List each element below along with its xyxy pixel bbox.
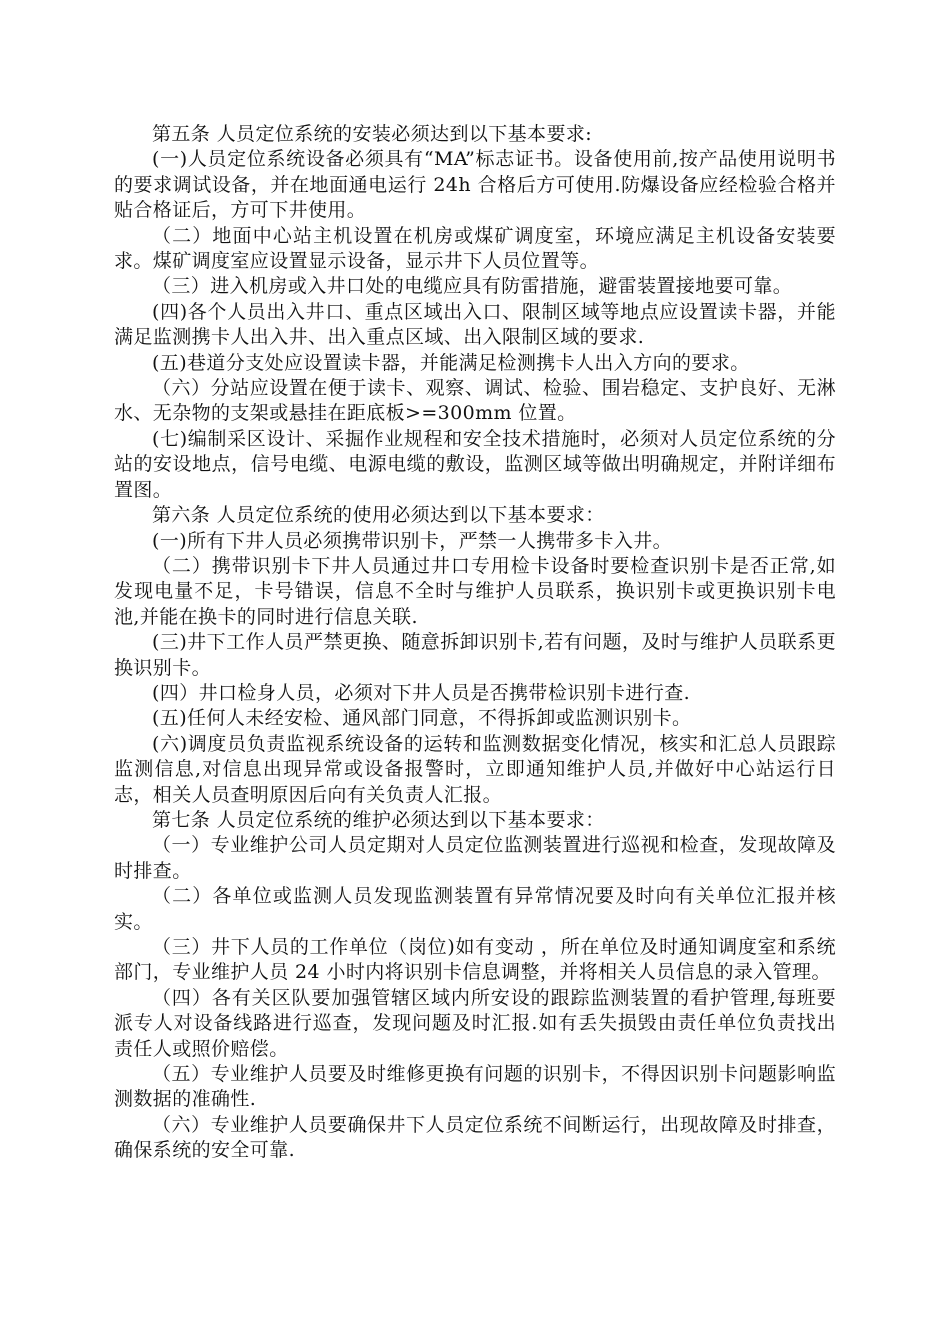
article-7-item-4: （四）各有关区队要加强管辖区域内所安设的跟踪监测装置的看护管理,每班要派专人对设备线路进行巡查，发现问题及时汇报.如有丢失损毁由责任单位负责找出责任人或照价赔偿。 <box>114 986 836 1060</box>
article-7-item-1: （一）专业维护公司人员定期对人员定位监测装置进行巡视和检查，发现故障及时排查。 <box>114 834 836 882</box>
article-5-item-4: (四)各个人员出入井口、重点区域出入口、限制区域等地点应设置读卡器，并能满足监测携卡人出入井、出入重点区域、出入限制区域的要求. <box>114 300 836 349</box>
article-6-item-4: (四）井口检身人员，必须对下井人员是否携带检识别卡进行查. <box>152 681 691 704</box>
article-7-item-5: （五）专业维护人员要及时维修更换有问题的识别卡，不得因识别卡问题影响监测数据的准确性. <box>114 1063 836 1111</box>
article-6-item-5: (五)任何人未经安检、通风部门同意，不得拆卸或监测识别卡。 <box>152 707 692 730</box>
article-7-item-2: （二）各单位或监测人员发现监测装置有异常情况要及时向有关单位汇报并核实。 <box>114 885 836 933</box>
article-5-item-2: （二）地面中心站主机设置在机房或煤矿调度室，环境应满足主机设备安装要求。煤矿调度室应设置显示设备，显示井下人员位置等。 <box>114 224 836 273</box>
article-6-item-3: (三)井下工作人员严禁更换、随意拆卸识别卡,若有问题，及时与维护人员联系更换识别卡。 <box>114 631 836 679</box>
article-5-item-3: （三）进入机房或入井口处的电缆应具有防雷措施，避雷装置接地要可靠。 <box>152 275 793 298</box>
document-body <box>114 122 836 1164</box>
article-6-heading: 第六条 人员定位系统的使用必须达到以下基本要求： <box>152 504 605 527</box>
article-7-item-3: （三）井下人员的工作单位（岗位)如有变动 ，所在单位及时通知调度室和系统部门，专业维护人员 24 小时内将识别卡信息调整，并将相关人员信息的录入管理。 <box>114 936 836 984</box>
article-5-item-6: （六）分站应设置在便于读卡、观察、调试、检验、围岩稳定、支护良好、无淋水、无杂物的支架或悬挂在距底板>=300mm 位置。 <box>114 377 836 425</box>
article-5-item-7: (七)编制采区设计、采掘作业规程和安全技术措施时，必须对人员定位系统的分站的安设地点，信号电缆、电源电缆的敷设，监测区域等做出明确规定，并附详细布置图。 <box>114 427 836 501</box>
article-7-heading: 第七条 人员定位系统的维护必须达到以下基本要求： <box>152 808 605 831</box>
article-5-item-5: (五)巷道分支处应设置读卡器，并能满足检测携卡人出入方向的要求。 <box>152 351 750 374</box>
article-6-item-2: （二）携带识别卡下井人员通过井口专用检卡设备时要检查识别卡是否正常,如发现电量不足，卡号错误，信息不全时与维护人员联系，换识别卡或更换识别卡电池,并能在换卡的同时进行信息关联. <box>114 554 836 628</box>
article-6-item-6: (六)调度员负责监视系统设备的运转和监测数据变化情况，核实和汇总人员跟踪监测信息,对信息出现异常或设备报警时，立即通知维护人员,并做好中心站运行日志，相关人员查明原因后向有关负责人汇报。 <box>114 732 836 806</box>
article-5-heading: 第五条 人员定位系统的安装必须达到以下基本要求: <box>152 123 593 145</box>
article-7-item-6: （六）专业维护人员要确保井下人员定位系统不间断运行，出现故障及时排查，确保系统的安全可靠. <box>114 1113 836 1162</box>
article-6-item-1: (一)所有下井人员必须携带识别卡，严禁一人携带多卡入井。 <box>152 529 673 552</box>
article-5-item-1: (一)人员定位系统设备必须具有“MA”标志证书。设备使用前,按产品使用说明书的要求调试设备，并在地面通电运行 24h 合格后方可使用.防爆设备应经检验合格并贴合格证后，方可下井使用。 <box>114 148 836 222</box>
